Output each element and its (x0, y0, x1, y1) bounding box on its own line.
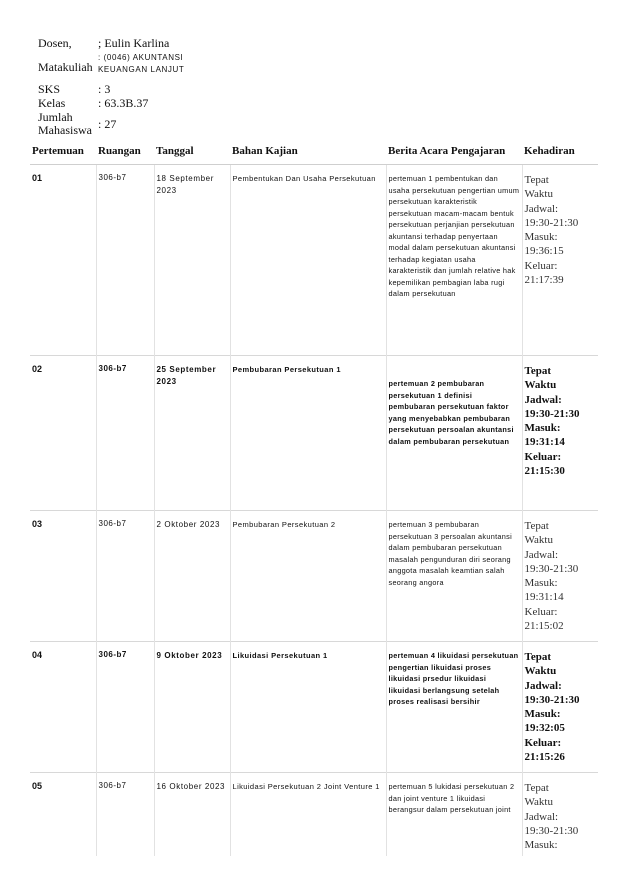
header-kehadiran: Kehadiran (522, 138, 598, 165)
table-row (30, 773, 598, 857)
cell-pertemuan: 03 (30, 511, 96, 642)
kehadiran-line: 19:31:14 (524, 591, 564, 604)
kehadiran-line: 19:30-21:30 (524, 407, 580, 420)
cell-pertemuan: 05 (30, 773, 96, 857)
kehadiran-line: Waktu (524, 188, 553, 201)
kehadiran-line: 19:30-21:30 (524, 824, 579, 837)
info-kelas-value: : 63.3B.37 (98, 96, 149, 110)
cell-ruangan: 306-b7 (96, 642, 154, 773)
cell-ruangan: 306-b7 (96, 773, 154, 857)
kehadiran-line: Waktu (524, 796, 553, 809)
kehadiran-line: Masuk: (524, 708, 561, 721)
info-kelas-label: Kelas (38, 96, 66, 110)
header-bahan-kajian: Bahan Kajian (230, 138, 386, 165)
kehadiran-line: Tepat (524, 174, 549, 186)
info-sks-label: SKS (38, 82, 61, 96)
cell-ruangan: 306-b7 (96, 356, 154, 511)
kehadiran-line: Tepat (524, 782, 549, 794)
kehadiran-line: 19:30-21:30 (524, 562, 579, 575)
cell-bahan-kajian: Likuidasi Persekutuan 1 (230, 642, 386, 773)
kehadiran-line: 19:32:05 (524, 722, 565, 735)
kehadiran-line: Masuk: (524, 422, 561, 435)
table-row (30, 642, 598, 773)
info-jumlah-label-1: Jumlah (38, 110, 73, 124)
header-ruangan: Ruangan (96, 138, 154, 165)
cell-kehadiran (522, 773, 598, 857)
kehadiran-line: Jadwal: (524, 679, 562, 692)
info-matakuliah-value-2: KEUANGAN LANJUT (98, 65, 185, 74)
kehadiran-line: 19:30-21:30 (524, 216, 579, 229)
cell-pertemuan: 02 (30, 356, 96, 511)
kehadiran-line: Masuk: (524, 839, 558, 852)
kehadiran-line: Jadwal: (524, 202, 559, 215)
cell-kehadiran (522, 511, 598, 642)
info-dosen-value: ; Eulin Karlina (98, 36, 170, 50)
cell-bahan-kajian: Pembubaran Persekutuan 2 (230, 511, 386, 642)
kehadiran-line: Waktu (524, 379, 557, 392)
header-tanggal: Tanggal (154, 138, 230, 165)
cell-bahan-kajian: Likuidasi Persekutuan 2 Joint Venture 1 (230, 773, 386, 857)
kehadiran-line: Keluar: (524, 259, 558, 272)
kehadiran-line: Keluar: (524, 450, 562, 463)
kehadiran-line: Masuk: (524, 577, 558, 590)
cell-pertemuan: 04 (30, 642, 96, 773)
kehadiran-line: 19:31:14 (524, 436, 565, 449)
kehadiran-line: Keluar: (524, 605, 558, 618)
kehadiran-line: 21:17:39 (524, 274, 564, 287)
kehadiran-line: 21:15:26 (524, 751, 565, 764)
info-matakuliah-label: Matakuliah (38, 60, 93, 74)
kehadiran-line: Masuk: (524, 231, 558, 244)
cell-bahan-kajian: Pembentukan Dan Usaha Persekutuan (230, 165, 386, 356)
info-jumlah-label-2: Mahasiswa (38, 123, 92, 137)
table-row (30, 165, 598, 356)
cell-kehadiran (522, 165, 598, 356)
cell-kehadiran (522, 642, 598, 773)
kehadiran-line: 21:15:02 (524, 620, 564, 633)
cell-pertemuan: 01 (30, 165, 96, 356)
kehadiran-line: Tepat (524, 365, 551, 377)
table-row (30, 511, 598, 642)
cell-berita-acara: pertemuan 5 lukidasi persekutuan 2 dan joint venture 1 likuidasi berangsur dalam persekutuan joint (386, 773, 522, 857)
table-row (30, 356, 598, 511)
kehadiran-line: Tepat (524, 651, 551, 663)
kehadiran-line: 19:30-21:30 (524, 693, 580, 706)
cell-kehadiran (522, 356, 598, 511)
info-jumlah-value: : 27 (98, 117, 117, 131)
kehadiran-line: Jadwal: (524, 810, 559, 823)
cell-tanggal: 25 September 2023 (154, 356, 230, 511)
cell-tanggal: 18 September 2023 (154, 165, 230, 356)
kehadiran-line: 21:15:30 (524, 465, 565, 478)
cell-berita-acara: pertemuan 1 pembentukan dan usaha persekutuan pengertian umum persekutuan karakteristik persekutuan macam-macam bentuk persekutuan perjanjian persekutuan akuntansi terhadap penyertaan modal dalam persekutuan akuntansi terhadap kegiatan usaha karakteristik dan jumlah relative hak kepemilikan pembagian laba rugi dalam persekutuan (386, 165, 522, 356)
kehadiran-line: 19:36:15 (524, 245, 564, 258)
info-sks-value: : 3 (98, 82, 111, 96)
kehadiran-line: Waktu (524, 534, 553, 547)
info-matakuliah-value-1: : (0046) AKUNTANSI (98, 53, 184, 62)
kehadiran-line: Tepat (524, 520, 549, 532)
cell-bahan-kajian: Pembubaran Persekutuan 1 (230, 356, 386, 511)
kehadiran-line: Jadwal: (524, 393, 562, 406)
cell-ruangan: 306-b7 (96, 165, 154, 356)
info-dosen-label: Dosen, (38, 36, 72, 50)
cell-tanggal: 16 Oktober 2023 (154, 773, 230, 857)
cell-ruangan: 306-b7 (96, 511, 154, 642)
cell-berita-acara: pertemuan 2 pembubaran persekutuan 1 definisi pembubaran persekutuan faktor yang menyebabkan pembubaran persekutuan persoalan akuntansi dalam pembubaran persekutuan (386, 356, 522, 511)
kehadiran-line: Waktu (524, 665, 557, 678)
cell-berita-acara: pertemuan 4 likuidasi persekutuan pengertian likuidasi proses likuidasi prsedur likuidasi likuidasi berlangsung setelah proses realisasi bersihir (386, 642, 522, 773)
cell-tanggal: 9 Oktober 2023 (154, 642, 230, 773)
table-header-row (30, 138, 598, 165)
attendance-table (30, 138, 598, 856)
kehadiran-line: Keluar: (524, 736, 562, 749)
header-berita-acara: Berita Acara Pengajaran (386, 138, 522, 165)
cell-berita-acara: pertemuan 3 pembubaran persekutuan 3 persoalan akuntansi dalam pembubaran persekutuan masalah pengunduran diri seorang anggota masalah keamtian salah seorang angora (386, 511, 522, 642)
kehadiran-line: Jadwal: (524, 548, 559, 561)
cell-tanggal: 2 Oktober 2023 (154, 511, 230, 642)
header-pertemuan: Pertemuan (30, 138, 96, 165)
